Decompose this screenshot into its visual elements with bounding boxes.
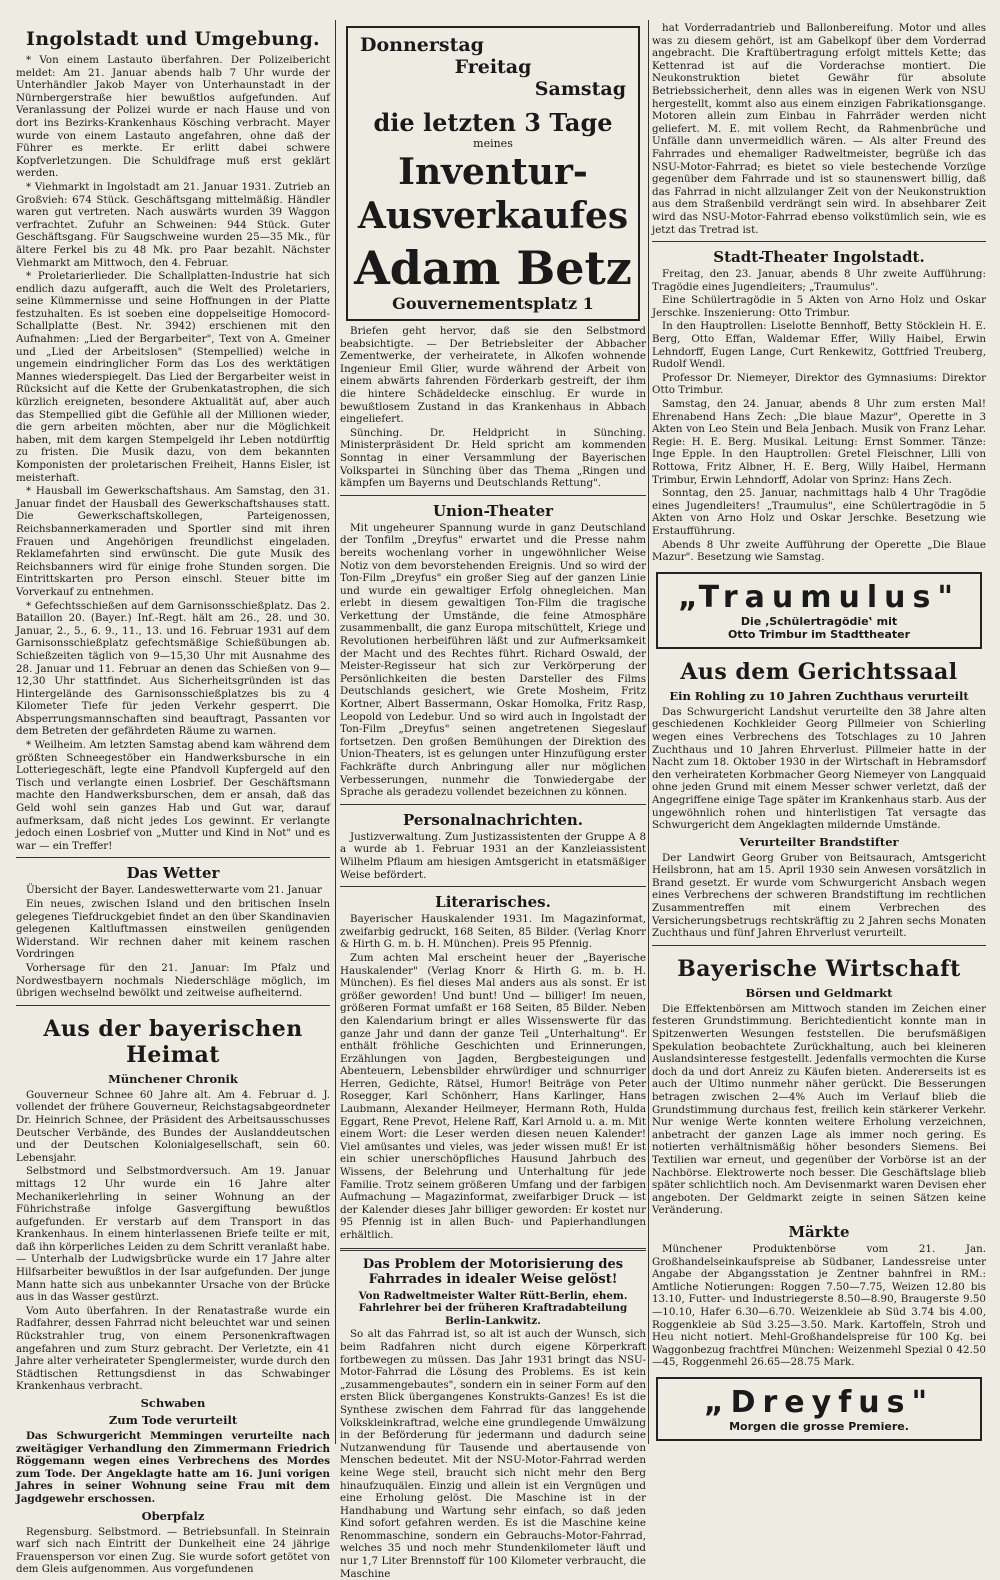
article-paragraph: Selbstmord und Selbstmordversuch. Am 19. Januar mittags 12 Uhr wurde ein 16 Jahre alter Mechanikerlehrling in seiner Wohnung an der Führichstraße infolge Gasvergiftung bewußtlos aufgefunden. Er verstarb auf dem Transport in das Krankenhaus. In einem hinterlassenen Briefe teilte er mit, daß ihn körperliches Leiden zu dem Schritt veranlaßt habe. — Unterhalb der Ludwigsbrücke wurde ein 17 Jahre alter Hilfsarbeiter bewußtlos in der Isar aufgefunden. Der junge Mann hatte sich aus unbekannter Ursache von der Brücke aus in das Wasser gestürzt. [16,1165,330,1304]
ad-subtitle: Morgen die grosse Premiere. [729,1419,909,1433]
article-paragraph: So alt das Fahrrad ist, so alt ist auch der Wunsch, sich beim Radfahren nicht durch eigene Körperkraft fortbewegen zu müssen. Das Jahr 1931 bringt das NSU-Motor-Fahrrad die Lösung des Problems. Es ist kein „zusammengebautes", sondern ein in seiner Form auf den ersten Blick übergangenes Konstrukts-Ganzes! Es ist die Synthese zwischen dem Fahrrad für das langgehende Volkskleinkraftrad, welche eine grundlegende Umwälzung in der Beförderung für jedermann und dadurch seine Nutzanwendung für Tausende und abertausende von Menschen bedeutet. Mit der NSU-Motor-Fahrrad werden keine Wege steil, braucht sich nicht mehr den Berg hinaufzuquälen. Einzig und allein ist ein Vergnügen und eine Erholung gelöst. Die Maschine ist in der Handhabung und Wartung sehr einfach, so daß jeden Kind sofort gefahren werden. Es ist die Maschine keine Renommaschine, sondern ein Gebrauchs-Motor-Fahrrad, welches 35 und noch mehr Stundenkilometer läuft und nur 1,7 Liter Brennstoff für 100 Kilometer verbraucht, die Maschine [340,1328,646,1580]
divider [340,1248,646,1251]
divider [16,1005,330,1006]
subsection-title-boersen: Börsen und Geldmarkt [745,985,893,1000]
article-paragraph: * Weilheim. Am letzten Samstag abend kam während dem größten Schneegestöber ein Handwerksbursche in ein Lotteriegeschäft, legte eine Pfandvoll Kupfergeld auf den Tisch und verlangte einen Losbrief. Der Geschäftsmann machte den Handwerksburschen, dem er ansah, daß das Geld wohl sein ganzes Hab und Gut war, darauf aufmerksam, daß nicht jedes Los gewinnt. Er verlangte jedoch einen Losbrief von „Mutter und Kind in Not" und es war — ein Treffer! [16,739,330,852]
column-left [16,22,330,1576]
column-rule [335,20,336,1444]
ad-subtitle: Otto Trimbur im Stadttheater [727,627,911,641]
divider [652,241,986,242]
section-title-personal: Personalnachrichten. [403,810,583,829]
ad-title: „Dreyfus" [703,1384,935,1420]
divider [16,857,330,858]
article-byline: Von Radweltmeister Walter Rütt-Berlin, ehem. Fahrlehrer bei der früheren Kraftradabteilung Berlin-Lankwitz. [358,1289,628,1327]
article-paragraph: Briefen geht hervor, daß sie den Selbstmord beabsichtigte. — Der Betriebsleiter der Abbacher Zementwerke, der verheiratete, in Alkofen wohnende Ingenieur Emil Glier, wurde während der Arbeit von einem abwärts fahrenden Förderkarb gestreift, der ihm die hintere Schädeldecke einschlug. Er wurde in bewußtlosem Zustand in das Krankenhaus in Abbach eingeliefert. [340,325,646,426]
column-middle [340,22,646,1580]
section-title-gerichtssaal: Aus dem Gerichtssaal [680,658,958,685]
article-paragraph: Bayerischer Hauskalender 1931. Im Magazinformat, zweifarbig gedruckt, 168 Seiten, 85 Bilder. (Verlag Knorr & Hirth G. m. b. H. München). Preis 95 Pfennig. [340,913,646,951]
advertisement-traumulus [656,572,982,649]
subsection-title-chronik: Münchener Chronik [108,1071,238,1086]
article-paragraph: Justizverwaltung. Zum Justizassistenten der Gruppe A 8 a wurde ab 1. Februar 1931 an der Kanzleiassistent Wilhelm Pflaum am hiesigen Amtsgericht in etatsmäßiger Weise befördert. [340,830,646,881]
ad-address: Gouvernementsplatz 1 [392,294,594,313]
article-paragraph: * Gefechtsschießen auf dem Garnisonsschießplatz. Das 2. Bataillon 20. (Bayer.) Inf.-Regt. hält am 26., 28. und 30. Januar, 2., 5., 6. 9., 11., 13. und 16. Februar 1931 auf dem Garnisonsschießplatz gefechtsmäßige Schießübungen ab. Schießzeiten täglich von 9—15,30 Uhr mit Ausnahme des 28. Januar und 11. Februar an denen das Schießen von 9—12,30 Uhr stattfindet. Aus Sicherheitsgründen ist das Hintergelände des Garnisonsschießplatzes bis zu 4 Kilometer Tiefe für jeden Verkehr gesperrt. Die Absperrungsmannschaften sind beauftragt, Passanten vor dem Betreten der gefährdeten Räume zu warnen. [16,599,330,738]
article-paragraph: Abends 8 Uhr zweite Aufführung der Operette „Die Blaue Mazur". Besetzung wie Samstag. [652,538,986,564]
ad-day-2: Freitag [454,56,532,78]
headline-tode: Zum Tode verurteilt [108,1413,238,1427]
article-paragraph: Zum achten Mal erscheint heuer der „Bayerische Hauskalender" (Verlag Knorr & Hirth G. m. b. H. München). Es fiel dieses Mal anders aus als sonst. Er ist größer geworden! Und bunt! Und — billiger! Im neuen, größeren Format umfaßt er 168 Seiten, 85 Bilder. Neben den Kalendarium bringt er alles Wissenswerte für das ganze Jahr und dann der ganze Teil „Unterhaltung". Er enthält fröhliche Geschichten und Erinnerungen, Erzählungen von Jagden, Bergbesteigungen und Abenteuern, Lebensbilder ehrwürdiger und schnurriger Herren, Gedichte, Rätsel, Humor! Beiträge von Peter Rosegger, Karl Schönherr, Hans Karlinger, Hans Laubmann, Alexander Heilmeyer, Hermann Roth, Hulda Eggart, Rene Prevot, Helene Raff, Karl Arnold u. a. m. Mit einem Wort: die Leser werden diesen neuen Kalender! Viel amüsantes und vieles, was jeder wissen muß! Er ist ein schier unerschöpfliches Hausund Jahrbuch des Wissens, der Belehrung und Unterhaltung für jede Familie. Trotz seinem größeren Umfang und der farbigen Aufmachung — Magazinformat, zweifarbiger Druck — ist der Kalender dieses Jahr billiger geworden: Er kostet nur 95 Pfennig ist in allen Buch- und Papierhandlungen erhältlich. [340,951,646,1241]
ad-day-1: Donnerstag [360,34,484,56]
headline-motorisierung: Das Problem der Motorisierung des Fahrrades in idealer Weise gelöst! [362,1256,624,1287]
article-paragraph: * Von einem Lastauto überfahren. Der Polizeibericht meldet: Am 21. Januar abends halb 7 Uhr wurde der Unterhändler Jakob Mayer von Unterhaunstadt in der Nürnbergerstraße hier bewußtlos aufgefunden. Auf Veranlassung der Polizei wurde er nach Hause und von dort ins Bezirks-Krankenhaus Kösching verbracht. Mayer wurde von einem Lastauto angefahren, ohne daß der Führer es merkte. Er erlitt dabei schwere Kopfverletzungen. Die Schuldfrage muß erst geklärt werden. [16,54,330,180]
divider [652,945,986,946]
article-paragraph: Professor Dr. Niemeyer, Direktor des Gymnasiums: Direktor Otto Trimbur. [652,371,986,397]
article-paragraph: Gouverneur Schnee 60 Jahre alt. Am 4. Februar d. J. vollendet der frühere Gouverneur, Reichstagsabgeordneter Dr. Heinrich Schnee, der Präsident des Arbeitsausschusses Deutscher Verbände, des Bundes der Auslanddeutschen und der Deutschen Kolonialgesellschaft, sein 60. Lebensjahr. [16,1088,330,1164]
section-title-wirtschaft: Bayerische Wirtschaft [677,955,961,982]
article-paragraph: * Hausball im Gewerkschaftshaus. Am Samstag, den 31. Januar findet der Hausball des Gewerkschaftshauses statt. Die Gewerkschaftskollegen, Parteigenossen, Reichsbannerkameraden und Sportler sind mit ihren Frauen und Angehörigen freundlichst eingeladen. Reklamefahrten sind erwünscht. Die gute Musik des Reichsbanners wird für einige frohe Stunden sorgen. Die Eintrittskarten pro Person einschl. Steuer bitte im Vorverkauf zu entnehmen. [16,485,330,598]
article-paragraph: Das Schwurgericht Memmingen verurteilte nach zweitägiger Verhandlung den Zimmermann Friedrich Röggemann wegen eines Verbrechens des Mordes zum Tode. Der Angeklagte hatte am 16. Juni vorigen Jahres in seiner Wohnung seine Frau mit dem Jagdgewehr erschossen. [16,1430,330,1505]
article-paragraph: Freitag, den 23. Januar, abends 8 Uhr zweite Aufführung: Tragödie eines Jugendleiters; „Traumulus". [652,268,986,293]
article-paragraph: Ein neues, zwischen Island und den britischen Inseln gelegenes Tiefdruckgebiet findet an den über Skandinavien gelegenen Kaltluftmassen einstweilen genügenden Widerstand. Wir rechnen daher mit keinem raschen Vordringen [16,898,330,961]
section-title-union-theater: Union-Theater [432,501,554,520]
article-paragraph: hat Vorderradantrieb und Ballonbereifung. Motor und alles was zu diesem gehört, ist am Gabelkopf über dem Vorderrad angebracht. Die Kraftübertragung erfolgt mittels Kette; das Kettenrad ist auf die Vorderachse montiert. Die Neukonstruktion bietet Gewähr für absolute Betriebssicherheit, denn alles was in eigenen Werk von NSU hergestellt, kommt also aus einem einzigen Fabrikationsgange. Motoren allein zum Einbau in Fahrräder werden nicht geliefert. M. E. mit vollem Recht, da Rahmenbrüche und Unfälle dann unvermeidlich wären. — Als alter Freund des Fahrrades und ehemaliger Radweltmeister, begrüße ich das NSU-Motor-Fahrrad; es bietet so viele bestechende Vorzüge gegenüber dem Fahrrade und ist so staunenswert billig, daß das Fahrrad in nicht allzulanger Zeit von der Neukonstruktion aus dem Straßenbild verdrängt sein wird. In absehbarer Zeit wird das NSU-Motor-Fahrrad ebenso volkstümlich sein, wie es jetzt das Tretrad ist. [652,22,986,236]
column-right [652,22,986,1446]
article-paragraph: Regensburg. Selbstmord. — Betriebsunfall. In Steinrain warf sich nach Eintritt der Dunkelheit eine 24 jährige Frauensperson vor einen Zug. Sie wurde sofort getötet von dem Gleis aufgenommen. Aus vorgefundenen [16,1525,330,1576]
ad-title: „Traumulus" [678,579,960,615]
ad-title-line-1: Inventur- [398,151,588,193]
article-paragraph: Übersicht der Bayer. Landeswetterwarte vom 21. Januar [26,884,322,897]
divider [340,804,646,805]
article-paragraph: Das Schwurgericht Landshut verurteilte den 38 Jahre alten geschiedenen Kochkleider Georg Pillmeier von Schierling wegen eines Verbrechens des Totschlages zu 10 Jahren Zuchthaus und 10 Jahren Ehrverlust. Pillmeier hatte in der Nacht zum 18. Oktober 1930 in der Wirtschaft in Hebramsdorf den verheirateten Korbmacher Georg Niemeyer von Langquaid ohne jeden Grund mit einem Messer schwer verletzt, daß der Angegriffene einige Tage später im Krankenhaus starb. Aus der ungewöhnlich rohen und hinterlistigen Tat versagte das Schwurgericht dem Angeklagten mildernde Umstände. [652,705,986,832]
article-paragraph: Der Landwirt Georg Gruber von Beitsaurach, Amtsgericht Heilsbronn, hat am 15. April 1930 sein Anwesen vorsätzlich in Brand gesetzt. Er wurde vom Schwurgericht Ansbach wegen eines Verbrechens der schweren Brandstiftung im rechtlichen Zusammentreffen mit einem Verbrechen des Versicherungsbetrugs rechtskräftig zu 2 Jahren sechs Monaten Zuchthaus und fünf Jahren Ehrverlust verurteilt. [652,851,986,940]
section-title-maerkte: Märkte [788,1222,850,1241]
article-paragraph: Vorhersage für den 21. Januar: Im Pfalz und Nordwestbayern nochmals Niederschläge möglich, im übrigen wechselnd bewölkt und zeitweise aufheiternd. [16,961,330,1000]
section-title-stadt-theater: Stadt-Theater Ingolstadt. [713,248,925,267]
divider [340,886,646,887]
article-paragraph: * Proletarierlieder. Die Schallplatten-Industrie hat sich endlich dazu aufgerafft, auch die Welt des Proletariers, seine Kümmernisse und seine Hoffnungen in der Platte festzuhalten. Es ist soeben eine doppelseitige Homocord-Schallplatte (Best. Nr. 3942) erschienen mit den Aufnahmen: „Lied der Bergarbeiter", Text von A. Gmeiner und „Lied der Arbeitslosen" (Stempellied) welche in ungemein eindringlicher Form das Los des werktätigen Mannes wiederspiegelt. Das Lied der Bergarbeiter weist in Rücksicht auf die Kette der Grubenkatastrophen, die sich kürzlich ereigneten, besondere Aktualität auf, aber auch das Stempellied gibt die Gefühle all der Millionen wieder, die gern arbeiten möchten, aber nur die Möglichkeit haben, mit dem kargen Stempelgeld ihr Leben notdürftig zu fristen. Die Musik dazu, von dem bekannten Komponisten der proletarischen Freiheit, Hanns Eisler, ist meisterhaft. [16,270,330,484]
headline-brandstifter: Verurteilter Brandstifter [739,834,899,849]
ad-title-line-2: Ausverkaufes [357,195,629,237]
article-paragraph: Münchener Produktenbörse vom 21. Jan. Großhandelseinkaufspreise ab Südbaner, Landessreise unter Angabe der Abgangsstation je Zentner bahnfrei in RM.: Amtliche Notierungen: Roggen 7.50—7.75, Weizen 12.80 bis 13.10, Futter- und Industriegerste 8.50—8.90, Braugerste 9.50—10.10, Hafer 6.30—6.70. Weizenkleie ab Süd 3.74 bis 4.00, Roggenkleie ab Süd 3.25—3.50. Mark. Kartoffeln, Stroh und Heu nicht notiert. Mehl-Großhandelspreise für 100 Kg. bei Waggonbezug frachtfrei München: Weizenmehl Spezial 0 42.50—45, Roggenmehl 26.65—28.75 Mark. [652,1242,986,1369]
advertisement-dreyfus [656,1377,982,1441]
article-paragraph: Die Effektenbörsen am Mittwoch standen im Zeichen einer festeren Grundstimmung. Berichtedienticht konnte man in Spitzenwerten Wesungen feststellen. Die berufsmäßigen Spekulation beobachtete Zurückhaltung, auch bei kleineren Auslandsinteresse festgestellt. Jedenfalls vermochten die Kurse doch da und dort Anreiz zu Käufen bieten. Andererseits ist es auch der Ultimo nunmehr näher gerückt. Die Besserungen betragen zwischen 2—4% Auch im Verlauf blieb die Grundstimmung durchaus fest, freilich kein stärkerer Verkehr. Nur wenige Werte konnten weitere Erholung verzeichnen, anbetracht der ganzen Lage als immer noch gering. Es notierten verhältnismäßig höher besonders Siemens. Bei Textilien war erneut, und gegenüber der Vorbörse ist an der Nachbörse. Elektrowerte noch besser. Die Geschäftslage blieb später schlichtlich noch. Am Devisenmarkt waren Devisen eher angeboten. Der Geldmarkt zeigte in seinen Sätzen keine Veränderung. [652,1002,986,1217]
article-paragraph: Mit ungeheurer Spannung wurde in ganz Deutschland der Tonfilm „Dreyfus" erwartet und die Presse nahm bereits wochenlang vorher in ungewöhnlicher Weise Notiz von dem bevorstehenden Ereignis. Und so wird der Ton-Film „Dreyfus" ein großer Sieg auf der ganzen Linie und wurde ein gewaltiger Erfolg ohnegleichen. Man erlebt in diesem gewaltigen Ton-Film die tragische Verkettung der Umstände, die feine Atmosphäre zusammenballt, die ganz Europa mitschüttelt, Kriege und Revolutionen herbeiführen läßt und zur Aufmerksamkeit der Macht und des Rechtes führt. Richard Oswald, der Meister-Regisseur hat sich zur Verkörperung der Persönlichkeiten die besten Darsteller des Films Deutschlands gesichert, wie Grete Mosheim, Fritz Kortner, Albert Bassermann, Oskar Homolka, Fritz Rasp, Leopold von Ledebur. Und so wird auch in Ingolstadt der Ton-Film „Dreyfus" seinen angetretenen Siegeslauf fortsetzen. Den großen Bemühungen der Direktion des Union-Theaters, ist es gelungen unter Hinzufügung erster Fachkräfte durch Anbringung aller nur möglichen Verbesserungen, nunmehr die Tonwiedergabe der Sprache als geradezu vollendet bezeichnen zu können. [340,521,646,799]
article-paragraph: Samstag, den 24. Januar, abends 8 Uhr zum ersten Mal! Ehrenabend Hans Zech: „Die blaue Mazur", Operette in 3 Akten von Leo Stein und Bela Jenbach. Musik von Franz Lehar. Regie: H. E. Berg. Musikal. Leitung: Ernst Sommer. Tänze: Inge Epple. In den Hauptrollen: Gretel Fleischner, Lilli von Rottowa, Fritz Albner, H. E. Berg, Willy Haibel, Hermann Trimbur, Erwin Lehndorff, Adolar von Sprinz: Hans Zech. [652,398,986,486]
ad-headline: die letzten 3 Tage [373,108,613,137]
article-paragraph: * Viehmarkt in Ingolstadt am 21. Januar 1931. Zutrieb an Großvieh: 674 Stück. Geschäftsgang mittelmäßig. Händler waren gut vertreten. Nach auswärts wurden 39 Waggon verfrachtet. Zufuhr an Schweinen: 944 Stück. Guter Geschäftsgang. Für Saugschweine wurden 25—35 Mk., für ältere Ferkel bis zu 48 Mk. pro Paar bezahlt. Nächster Viehmarkt am Mittwoch, den 4. Februar. [16,180,330,269]
section-title-heimat: Aus der bayerischen Heimat [43,1015,303,1068]
subsection-title-schwaben: Schwaben [140,1396,206,1410]
section-title-ingolstadt: Ingolstadt und Umgebung. [26,28,320,50]
ad-day-3: Samstag [534,78,626,100]
article-paragraph: Sünching. Dr. Heldpricht in Sünching. Ministerpräsident Dr. Held spricht am kommenden Sonntag in einer Versammlung der Bayerischen Volkspartei in Sünching über das Thema „Ringen und kämpfen um Bayerns und Deutschlands Rettung". [340,426,646,490]
divider [340,495,646,496]
article-paragraph: Eine Schülertragödie in 5 Akten von Arno Holz und Oskar Jerschke. Inszenierung: Otto Trimbur. [652,294,986,319]
ad-company-name: Adam Betz [354,241,632,295]
subsection-title-oberpfalz: Oberpfalz [141,1508,205,1523]
article-paragraph: In den Hauptrollen: Liselotte Bennhoff, Betty Stöcklein H. E. Berg, Otto Effan, Waldemar Effer, Willy Haibel, Erwin Lehndorff, Eugen Lange, Curt Renkewitz, Gottfried Treuberg, Rudolf Wendl. [652,320,986,371]
advertisement-inventur [346,26,640,321]
section-title-literarisches: Literarisches. [435,893,551,912]
headline-rohling: Ein Rohling zu 10 Jahren Zuchthaus verurteilt [669,688,969,703]
article-paragraph: Sonntag, den 25. Januar, nachmittags halb 4 Uhr Tragödie eines Jugendleiters! „Traumulus", eine Schülertragödie in 5 Akten von Arno Holz und Oskar Jerschke. Besetzung wie Erstaufführung. [652,487,986,537]
article-paragraph: Vom Auto überfahren. In der Renatastraße wurde ein Radfahrer, dessen Fahrrad nicht beleuchtet war und seinen Rückstrahler trug, von einem Personenkraftwagen angefahren und zum Sturz gebracht. Der Verletzte, ein 41 Jahre alter verheirateter Spenglermeister, wurde durch den Städtischen Rettungsdienst in das Schwabinger Krankenhaus verbracht. [16,1304,330,1393]
ad-subtitle: Die ‚Schülertragödie‛ mit [740,614,898,628]
column-rule [648,20,649,1444]
ad-word: meines [473,137,513,150]
section-title-wetter: Das Wetter [126,864,220,883]
